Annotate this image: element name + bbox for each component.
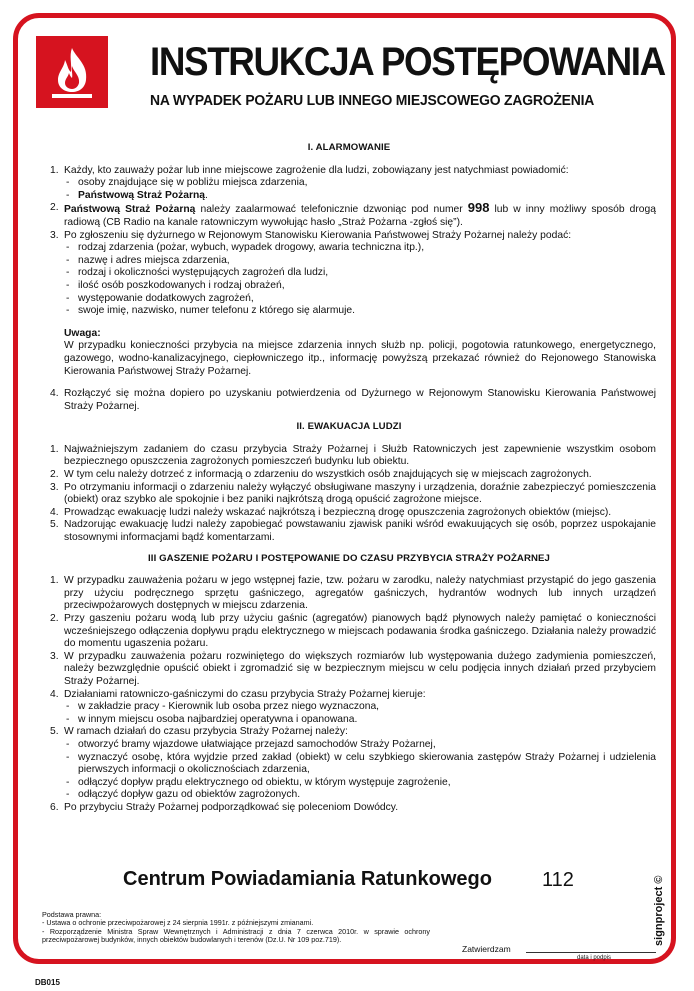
section-title-extinguishing: III GASZENIE POŻARU I POSTĘPOWANIE DO CZASU PRZYBYCIA STRAŻY POŻARNEJ bbox=[148, 552, 550, 564]
product-code: DB015 bbox=[35, 978, 60, 987]
extinguishing-list bbox=[42, 575, 656, 814]
list-item: 2. Przy gaszeniu pożaru wodą lub przy użyciu gaśnic (agregatów) pianowych bądź płynowych należy pamiętać o konieczności wcześniejszego odłączenia dopływu prądu elektrycznego w miejscach podawania środka gaśniczego. Działania należy prowadzić do momentu ugaszenia pożaru. bbox=[50, 613, 656, 650]
approve-label: Zatwierdzam bbox=[462, 944, 511, 954]
list-item: 4. Działaniami ratowniczo-gaśniczymi do czasu przybycia Straży Pożarnej kieruje: - w zakładzie pracy - Kierownik lub osoba przez niego wyznaczona, - w innym miejscu osoba najbardziej operatywna i opanowana. bbox=[42, 689, 656, 727]
list-subitem: - wyznaczyć osobę, która wyjdzie przed zakład (obiekt) w celu szybkiego skierowania zastępów Straży Pożarnej i udzielenia pierwszych informacji o okolicznościach zdarzenia, bbox=[64, 752, 656, 777]
list-subitem: - odłączyć dopływ prądu elektrycznego od obiektu, w którym występuje zagrożenie, bbox=[64, 777, 656, 790]
list-subitem: - osoby znajdujące się w pobliżu miejsca zdarzenia, bbox=[64, 177, 656, 190]
list-item: 4. Rozłączyć się można dopiero po uzyskaniu potwierdzenia od Dyżurnego w Rejonowym Stanowisku Kierowania Państwowej Straży Pożarnej. bbox=[50, 388, 656, 412]
fire-number: 998 bbox=[467, 200, 490, 216]
alarm-list bbox=[42, 165, 656, 318]
page-title: INSTRUKCJA POSTĘPOWANIA bbox=[150, 40, 665, 84]
page-subtitle: NA WYPADEK POŻARU LUB INNEGO MIEJSCOWEGO ZAGROŻENIA bbox=[150, 93, 595, 109]
list-item: 3. Po otrzymaniu informacji o zdarzeniu należy wyłączyć obsługiwane maszyny i urządzenia, doraźnie zabezpieczyć pomieszczenia (obiekt) oraz szybko ale spokojnie i bez paniki najkrótszą drogą opuścić zagrożone miejsce. bbox=[50, 481, 656, 506]
list-subitem: - w zakładzie pracy - Kierownik lub osoba przez niego wyznaczona, bbox=[64, 701, 656, 714]
list-item: 2. W tym celu należy dotrzeć z informacją o zdarzeniu do wszystkich osób znajdujących się w miejscach zagrożonych. bbox=[50, 469, 592, 481]
list-item: 6. Po przybyciu Straży Pożarnej podporządkować się poleceniom Dowódcy. bbox=[50, 801, 399, 813]
list-subitem: - Państwową Straż Pożarną. bbox=[64, 190, 656, 203]
list-item: 5. W ramach działań do czasu przybycia Straży Pożarnej należy: - otworzyć bramy wjazdowe ułatwiające przejazd samochodów Straży Pożarnej, - wyznaczyć osobę, która wyjdzie przed zakład (obiekt) w celu szybkiego skierowania zastępów Straży Pożarnej i udzielenia pierwszych informacji o okolicznościach zdarzenia, - odłączyć dopływ prądu elektrycznego od obiektu, w którym występuje zagrożenie, - odłączyć dopływ gazu od obiektów zagrożonych. bbox=[42, 726, 656, 802]
note-box bbox=[42, 328, 656, 378]
list-subitem: - odłączyć dopływ gazu od obiektów zagrożonych. bbox=[64, 789, 656, 802]
list-subitem: - otworzyć bramy wjazdowe ułatwiające przejazd samochodów Straży Pożarnej, bbox=[64, 739, 656, 752]
section-title-evacuation: II. EWAKUACJA LUDZI bbox=[296, 421, 402, 433]
list-subitem: - ilość osób poszkodowanych i rodzaj obrażeń, bbox=[64, 280, 656, 293]
section-title-alarm: I. ALARMOWANIE bbox=[307, 142, 391, 153]
brand-logo bbox=[648, 858, 668, 948]
note-text: W przypadku konieczności przybycia na miejsce zdarzenia innych służb np. policji, pogotowia ratunkowego, energetycznego, gazowego, wodno-kanalizacyjnego, ciepłowniczego itp., informację powyższą przekazać również do Rejonowego Stanowiska Kierowania Państwowej Straży Pożarnej. bbox=[64, 340, 656, 377]
list-subitem: - rodzaj i okoliczności występujących zagrożeń dla ludzi, bbox=[64, 267, 656, 280]
evacuation-list bbox=[42, 444, 656, 545]
list-subitem: - nazwę i adres miejsca zdarzenia, bbox=[64, 255, 656, 268]
list-item: 1. W przypadku zauważenia pożaru w jego wstępnej fazie, tzw. pożaru w zarodku, należy natychmiast przystąpić do jego gaszenia przy użyciu podręcznego sprzętu gaśniczego, agregatów gaśniczych, hydrantów wodnych lub innych urządzeń przeciwpożarowych dostępnych w miejscu zdarzenia. bbox=[50, 575, 656, 612]
legal-basis: Podstawa prawna: - Ustawa o ochronie przeciwpożarowej z 24 sierpnia 1991r. z późniejszymi zmianami. - Rozporządzenie Ministra Spraw Wewnętrznych i Administracji z dnia 7 czerwca 2010r. w sprawie ochrony przeciwpożarowej budynków, innych obiektów budowlanych i terenów (Dz.U. Nr 109 poz.719). bbox=[42, 910, 430, 945]
emergency-number: 112 bbox=[542, 869, 574, 891]
flame-icon bbox=[36, 36, 108, 108]
list-subitem: - występowanie dodatkowych zagrożeń, bbox=[64, 293, 656, 306]
list-subitem: - swoje imię, nazwisko, numer telefonu z którego się alarmuje. bbox=[64, 305, 656, 318]
list-item: 4. Prowadząc ewakuację ludzi należy wskazać najkrótszą i bezpieczną drogę opuszczenia zagrożonych obiektów (miejsc). bbox=[50, 506, 612, 518]
signature-caption: data i podpis bbox=[577, 955, 612, 961]
list-item: 5. Nadzorując ewakuację ludzi należy zapobiegać powstawaniu zjawisk paniki wśród ewakuujących się osób, poprzez uspokajanie stosownymi informacjami bądź komentarzami. bbox=[50, 519, 656, 544]
note-label: Uwaga: bbox=[64, 327, 101, 339]
list-item: 3. Po zgłoszeniu się dyżurnego w Rejonowym Stanowisku Kierowania Państwowej Straży Pożarnej należy podać: - rodzaj zdarzenia (pożar, wybuch, wypadek drogowy, awaria techniczna itp.), - nazwę i adres miejsca zdarzenia, - rodzaj i okoliczności występujących zagrożeń dla ludzi, - ilość osób poszkodowanych i rodzaj obrażeń, - występowanie dodatkowych zagrożeń, - swoje imię, nazwisko, numer telefonu z którego się alarmuje. bbox=[42, 230, 656, 318]
list-item: 1. Każdy, kto zauważy pożar lub inne miejscowe zagrożenie dla ludzi, zobowiązany jest natychmiast powiadomić: - osoby znajdujące się w pobliżu miejsca zdarzenia, - Państwową Straż Pożarną. bbox=[42, 165, 656, 203]
list-subitem: - w innym miejscu osoba najbardziej operatywna i opanowana. bbox=[64, 714, 656, 727]
instructions-body bbox=[42, 134, 656, 815]
fire-sign bbox=[36, 36, 108, 108]
list-item: 3. W przypadku zauważenia pożaru rozwiniętego do większych rozmiarów lub występowania dużego zadymienia pomieszczeń, należy bezwzględnie opuścić obiekt i zgromadzić się w bezpiecznym miejscu w celu podjęcia innych działań przed przybyciem Straży Pożarnej. bbox=[50, 650, 656, 687]
svg-text:signproject ©: signproject © bbox=[653, 875, 665, 946]
list-item: 1. Najważniejszym zadaniem do czasu przybycia Straży Pożarnej i Służb Ratowniczych jest zapewnienie wszystkim osobom bezpiecznego opuszczenia zagrożonych pomieszczeń budynku lub obiektu. bbox=[50, 443, 656, 468]
list-subitem: - rodzaj zdarzenia (pożar, wybuch, wypadek drogowy, awaria techniczna itp.), bbox=[64, 242, 656, 255]
emergency-center-name: Centrum Powiadamiania Ratunkowego bbox=[123, 868, 492, 890]
signature-line bbox=[526, 952, 656, 953]
list-item: 2. Państwową Straż Pożarną należy zaalarmować telefonicznie dzwoniąc pod numer 998 lub w inny możliwy sposób drogą radiową (CB Radio na kanale ratowniczym wywołując hasło „Straż Pożarna -zgłoś się”). bbox=[50, 200, 656, 228]
